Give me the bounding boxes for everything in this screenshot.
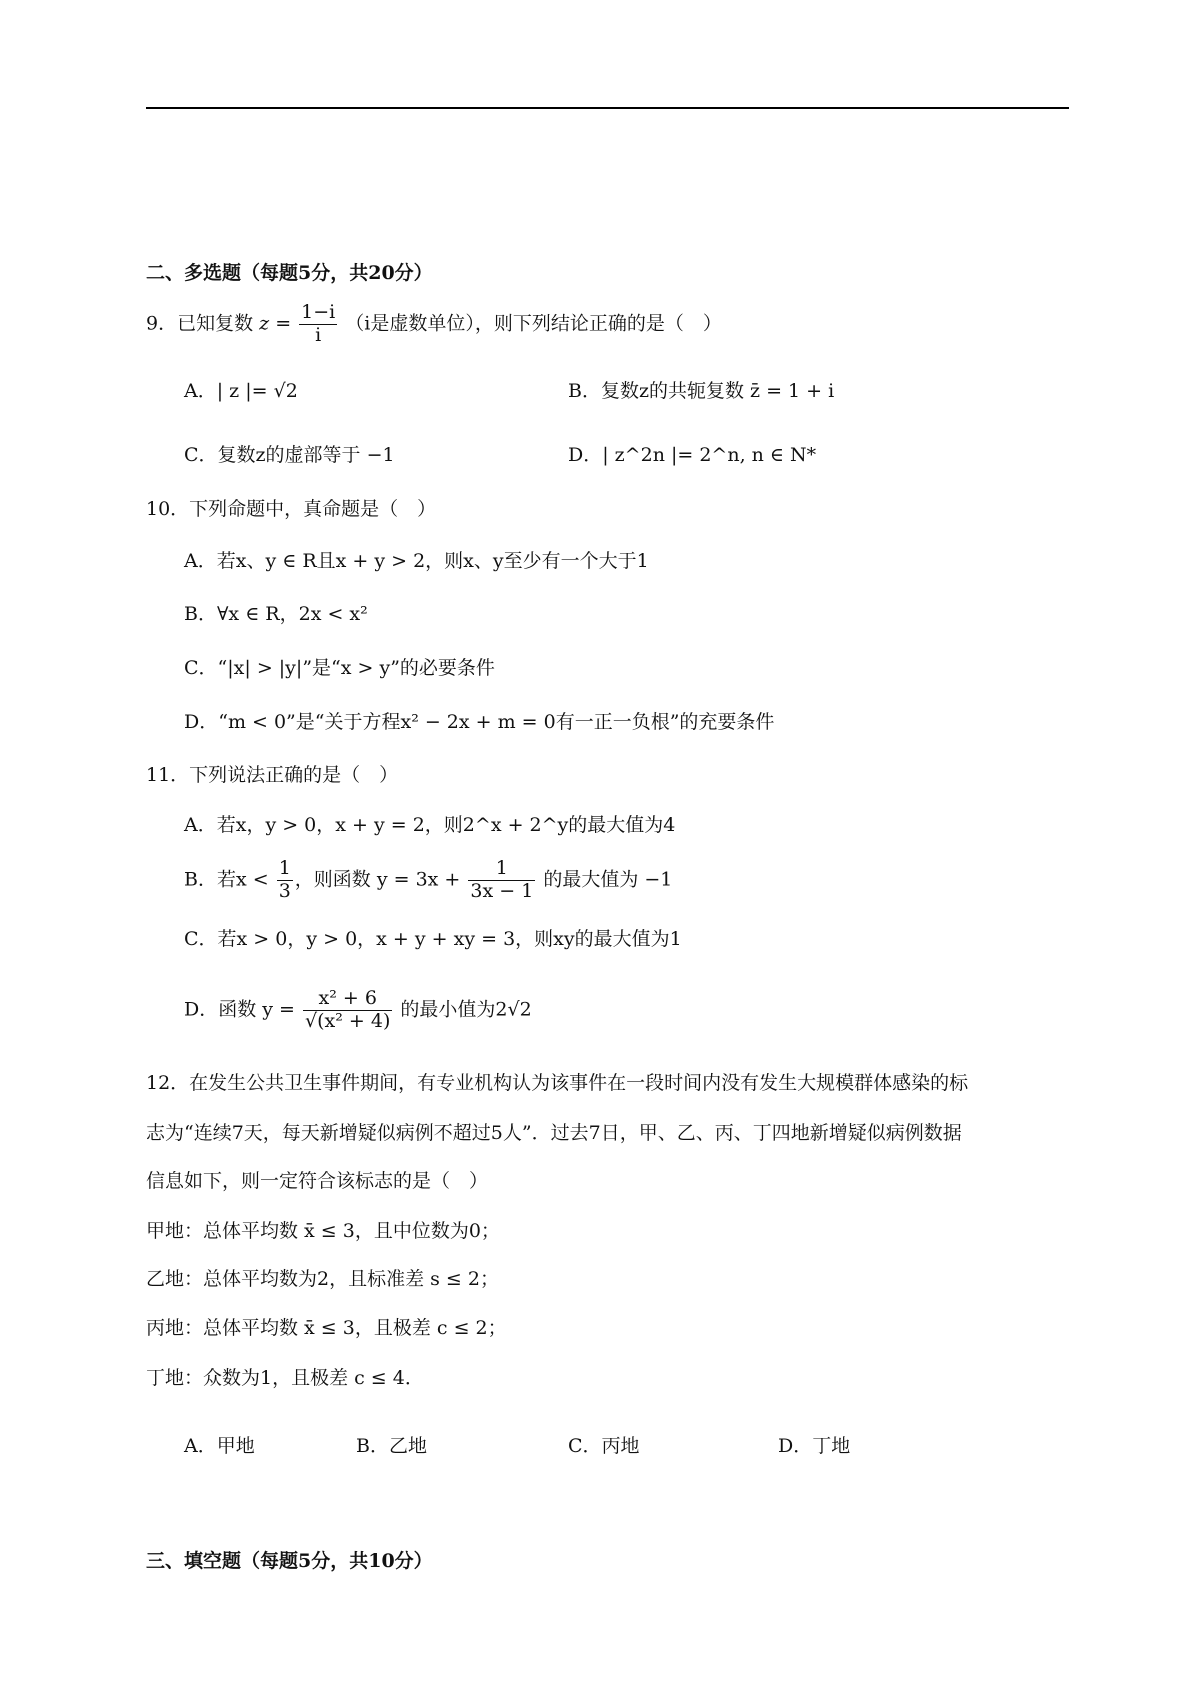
q9-option-d-label: D． bbox=[568, 444, 603, 466]
q12-option-c: C．丙地 bbox=[568, 1435, 640, 1457]
q11-option-b-label: B． bbox=[184, 868, 217, 891]
q11-option-d-post: 的最小值为2√2 bbox=[400, 998, 532, 1021]
q11-option-d-label: D． bbox=[184, 998, 219, 1021]
q9-denominator: i bbox=[315, 323, 322, 346]
q9-stem-suffix: （i是虚数单位），则下列结论正确的是（ ） bbox=[345, 312, 722, 335]
q9-option-a bbox=[184, 382, 298, 401]
q10-option-c-label: C． bbox=[184, 657, 218, 679]
q9-option-b-text: 复数z的共轭复数 z̄ = 1 + i bbox=[600, 380, 835, 402]
q11-option-a-label: A． bbox=[184, 814, 217, 836]
q12-option-a: A．甲地 bbox=[184, 1435, 255, 1457]
q9-option-c bbox=[184, 446, 395, 465]
q10-option-a bbox=[184, 552, 649, 571]
section-heading-fill-in: 三、填空题（每题5分，共10分） bbox=[146, 1550, 433, 1572]
q11-option-b bbox=[184, 858, 672, 903]
question-9-stem: 9．已知复数 z = $\frac{1-i}{i}$ （i是虚数单位），则下列结论正确的是（ ） bbox=[146, 301, 722, 346]
q11-option-c bbox=[184, 930, 682, 949]
section-heading-multiple-choice: 二、多选题（每题5分，共20分） bbox=[146, 262, 433, 284]
q11-b-f2-num: 1 bbox=[468, 858, 535, 881]
question-12-stem-line-1: 12．在发生公共卫生事件期间，有专业机构认为该事件在一段时间内没有发生大规模群体感染的标 bbox=[146, 1072, 969, 1094]
q12-option-b: B．乙地 bbox=[356, 1435, 427, 1457]
q10-option-c bbox=[184, 659, 495, 678]
q11-option-a bbox=[184, 816, 675, 835]
q10-option-d bbox=[184, 713, 774, 732]
q9-option-c-label: C． bbox=[184, 444, 218, 466]
q10-option-a-text: 若x、y ∈ R且x + y > 2，则x、y至少有一个大于1 bbox=[216, 550, 649, 572]
q11-b-f1-num: 1 bbox=[278, 857, 291, 879]
q9-option-d-text: | z^2n |= 2^n, n ∈ N* bbox=[602, 444, 817, 466]
q12-region-jia: 甲地：总体平均数 x̄ ≤ 3，且中位数为0； bbox=[146, 1220, 500, 1242]
q9-option-b-label: B． bbox=[568, 380, 601, 402]
q10-option-a-label: A． bbox=[184, 550, 217, 572]
q10-option-b bbox=[184, 605, 368, 624]
q9-fraction bbox=[299, 302, 337, 347]
q9-option-c-text: 复数z的虚部等于 −1 bbox=[217, 444, 395, 466]
q12-region-yi: 乙地：总体平均数为2，且标准差 s ≤ 2； bbox=[146, 1268, 499, 1290]
q9-stem-prefix: 9．已知复数 bbox=[146, 312, 254, 335]
question-10-stem: 10．下列命题中，真命题是（ ） bbox=[146, 498, 437, 520]
q9-option-a-text: | z |= √2 bbox=[216, 380, 298, 402]
question-11-stem: 11．下列说法正确的是（ ） bbox=[146, 764, 399, 786]
q11-option-b-post: 的最大值为 −1 bbox=[543, 868, 673, 891]
q10-option-d-text: “m < 0”是“关于方程x² − 2x + m = 0有一正一负根”的充要条件 bbox=[218, 711, 775, 733]
q12-region-ding: 丁地：众数为1，且极差 c ≤ 4． bbox=[146, 1367, 424, 1389]
q11-b-f1-den: 3 bbox=[278, 879, 291, 902]
q11-option-c-label: C． bbox=[184, 928, 218, 950]
q12-option-d: D．丁地 bbox=[778, 1435, 851, 1457]
q10-option-c-text: “|x| > |y|”是“x > y”的必要条件 bbox=[217, 657, 495, 679]
q9-option-a-label: A． bbox=[184, 380, 217, 402]
q11-b-fraction-2 bbox=[468, 858, 535, 903]
q11-option-b-mid: ，则函数 y = 3x + bbox=[294, 868, 461, 891]
q9-numerator: 1−i bbox=[301, 301, 336, 323]
q10-option-d-label: D． bbox=[184, 711, 219, 733]
q11-d-fraction bbox=[303, 988, 392, 1033]
header-rule bbox=[146, 107, 1069, 109]
q9-option-b bbox=[568, 382, 834, 401]
question-12-stem-line-2: 志为“连续7天，每天新增疑似病例不超过5人”．过去7日，甲、乙、丙、丁四地新增疑似病例数据 bbox=[146, 1122, 962, 1144]
q12-region-bing: 丙地：总体平均数 x̄ ≤ 3，且极差 c ≤ 2； bbox=[146, 1317, 507, 1339]
q11-d-den: √(x² + 4) bbox=[305, 1009, 391, 1032]
q11-b-fraction-1 bbox=[277, 858, 293, 903]
question-12-stem-line-3: 信息如下，则一定符合该标志的是（ ） bbox=[146, 1170, 489, 1192]
q11-option-d bbox=[184, 988, 532, 1033]
q11-option-a-text: 若x，y > 0，x + y = 2，则2^x + 2^y的最大值为4 bbox=[216, 814, 676, 836]
q11-b-f2-den: 3x − 1 bbox=[470, 879, 534, 902]
q10-option-b-text: ∀x ∈ R，2x < x² bbox=[216, 603, 368, 625]
q11-option-d-pre: 函数 y = bbox=[218, 998, 295, 1021]
q11-option-b-pre: 若x < bbox=[216, 868, 269, 891]
q11-d-num: x² + 6 bbox=[303, 988, 392, 1011]
q9-option-d bbox=[568, 446, 816, 465]
q11-option-c-text: 若x > 0，y > 0，x + y + xy = 3，则xy的最大值为1 bbox=[217, 928, 682, 950]
q10-option-b-label: B． bbox=[184, 603, 217, 625]
